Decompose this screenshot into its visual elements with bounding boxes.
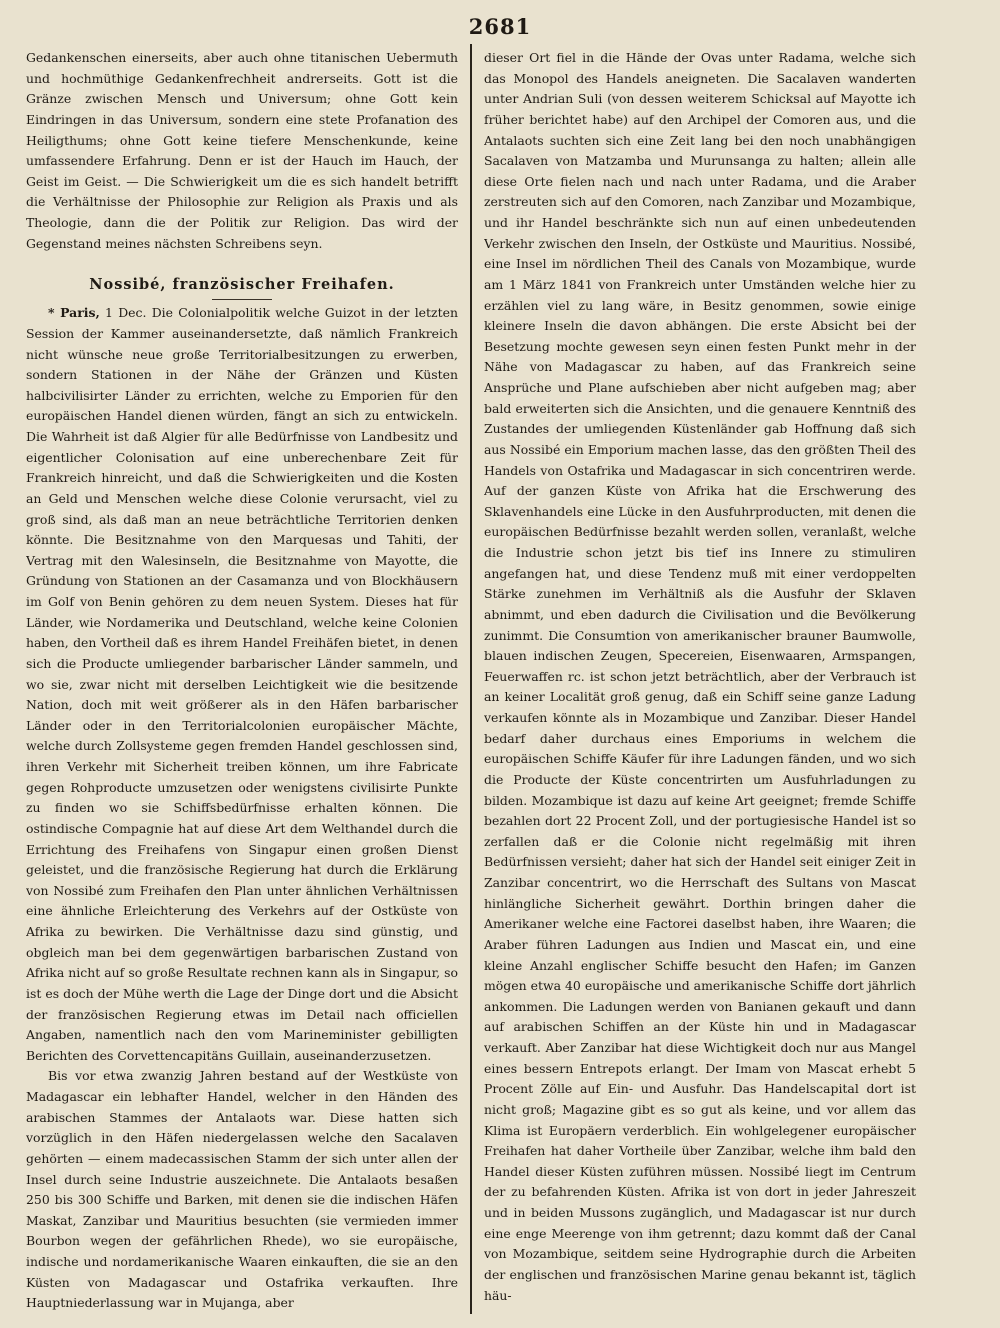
continued-paragraph: Gedankenschen einerseits, aber auch ohne titanischen Uebermuth und hochmüthige Gedankenfrechheit andrerseits. Gott ist die Gränze zwischen Mensch und Universum; ohne Gott kein Eindringen in das Universum, sondern eine stete Profanation des Heiligthums; ohne Gott keine tiefere Menschenkunde, keine umfassendere Erfahrung. Denn er ist der Hauch im Hauch, der Geist im Geist. — Die Schwierigkeit um die es sich handelt betrifft die Verhältnisse der Philosophie zur Religion als Praxis und als Theologie, dann die der Politik zur Religion. Das wird der Gegenstand meines nächsten Schreibens seyn. <box>26 50 458 251</box>
title-divider <box>212 299 272 300</box>
article-title <box>26 275 458 300</box>
article-paragraph-1 <box>26 303 458 1066</box>
column-divider <box>470 44 472 1314</box>
right-column-paragraph: dieser Ort fiel in die Hände der Ovas unter Radama, welche sich das Monopol des Handels aneigneten. Die Sacalaven wanderten unter Andrian Suli (von dessen weiterem Schicksal auf Mayotte ich früher berichtet habe) auf den Archipel der Comoren aus, und die Antalaots suchten sich eine Zeit lang bei den noch unabhängigen Sacalaven von Matzamba und Murunsanga zu halten; allein alle diese Orte fielen nach und nach unter Radama, und die Araber zerstreuten sich auf den Comoren, nach Zanzibar und Mozambique, und ihr Handel beschränkte sich nun auf einen unbedeutenden Verkehr zwischen den Inseln, der Ostküste und Mauritius. Nossibé, eine Insel im nördlichen Theil des Canals von Mozambique, wurde am 1 März 1841 von Frankreich unter Umständen welche hier zu erzählen viel zu lang wäre, in Besitz genommen, sowie einige kleinere Inseln die davon abhängen. Die erste Absicht bei der Besetzung mochte gewesen seyn einen festen Punkt mehr in der Nähe von Madagascar zu haben, auf das Frankreich seine Ansprüche und Plane aufschieben aber nicht aufgeben mag; aber bald erweiterten sich die Ansichten, und die genauere Kenntniß des Zustandes der umliegenden Küstenländer gab Hoffnung daß sich aus Nossibé ein Emporium machen lasse, das den größten Theil des Handels von Ostafrika und Madagascar in sich concentriren werde. Auf der ganzen Küste von Afrika hat die Erschwerung des Sklavenhandels eine Lücke in den Ausfuhrproducten, mit denen die europäischen Bedürfnisse bezahlt werden sollen, veranlaßt, welche die Industrie schon jetzt bis tief ins Innere zu stimuliren angefangen hat, und diese Tendenz muß mit einer verdoppelten Stärke zunehmen im Verhältniß als die Ausfuhr der Sklaven abnimmt, und eben dadurch die Civilisation und die Bevölkerung zunimmt. Die Consumtion von amerikanischer brauner Baumwolle, blauen indischen Zeugen, Specereien, Eisenwaaren, Armspangen, Feuerwaffen rc. ist schon jetzt beträchtlich, aber der Verbrauch ist an keiner Localität groß genug, daß ein Schiff seine ganze Ladung verkaufen könnte als in Mozambique und Zanzibar. Dieser Handel bedarf daher durchaus eines Emporiums in welchem die europäischen Schiffe Käufer für ihre Ladungen fänden, und wo sich die Producte der Küste concentrirten um Ausfuhrladungen zu bilden. Mozambique ist dazu auf keine Art geeignet; fremde Schiffe bezahlen dort 22 Procent Zoll, und der portugiesische Handel ist so zerfallen daß er die Colonie nicht regelmäßig mit ihren Bedürfnissen versieht; daher hat sich der Handel seit einiger Zeit in Zanzibar concentrirt, wo die Herrschaft des Sultans von Mascat hinlängliche Sicherheit gewährt. Dorthin bringen daher die Amerikaner welche eine Factorei daselbst haben, ihre Waaren; die Araber führen Ladungen aus Indien und Mascat ein, und eine kleine Anzahl englischer Schiffe besucht den Hafen; im Ganzen mögen etwa 40 europäische und amerikanische Schiffe dort jährlich ankommen. Die Ladungen werden von Banianen gekauft und dann auf arabischen Schiffen an der Küste hin und in Madagascar verkauft. Aber Zanzibar hat diese Wichtigkeit doch nur aus Mangel eines bessern Entrepots erlangt. Der Imam von Mascat erhebt 5 Procent Zölle auf Ein- und Ausfuhr. Das Handelscapital dort ist nicht groß; Magazine gibt es so gut als keine, und vor allem das Klima ist Europäern verderblich. Ein wohlgelegener europäischer Freihafen hat daher Vortheile über Zanzibar, welche ihm bald den Handel dieser Küsten zuführen müssen. Nossibé liegt im Centrum der zu befahrenden Küsten. Afrika ist von dort in jeder Jahreszeit und in beiden Mussons zugänglich, und Madagascar ist nur durch eine enge Meerenge von ihm getrennt; dazu kommt daß der Canal von Mozambique, seitdem seine Hydrographie durch die Arbeiten der englischen und französischen Marine genau bekannt ist, täglich häu- <box>484 50 916 1303</box>
dateline-date: 1 Dec. <box>105 305 147 321</box>
left-column <box>26 48 458 1312</box>
dateline-place: * Paris, <box>48 305 100 321</box>
right-column <box>484 48 916 1312</box>
page-number: 2681 <box>468 14 532 39</box>
paragraph-1-body: Die Colonialpolitik welche Guizot in der letzten Session der Kammer auseinandersetzte, daß nämlich Frankreich nicht wünsche neue große Territorialbesitzungen zu erwerben, sondern Stationen in der Nähe der Gränzen und Küsten halbcivilisirter Länder zu errichten, welche zu Emporien für den europäischen Handel dienen würden, fängt an sich zu entwickeln. Die Wahrheit ist daß Algier für alle Bedürfnisse von Landbesitz und eigentlicher Colonisation auf eine unberechenbare Zeit für Frankreich hinreicht, und daß die Schwierigkeiten und die Kosten an Geld und Menschen welche diese Colonie verursacht, viel zu groß sind, als daß man an neue beträchtliche Territorien denken könnte. Die Besitznahme von den Marquesas und Tahiti, der Vertrag mit den Walesinseln, die Besitznahme von Mayotte, die Gründung von Stationen an der Casamanza und von Blockhäusern im Golf von Benin gehören zu dem neuen System. Dieses hat für Länder, wie Nordamerika und Deutschland, welche keine Colonien haben, den Vortheil daß es ihrem Handel Freihäfen bietet, in denen sich die Producte umliegender barbarischer Länder sammeln, und wo sie, zwar nicht mit derselben Leichtigkeit wie die besitzende Nation, doch mit weit größerer als in den Häfen barbarischer Länder oder in den Territorialcolonien europäischer Mächte, welche durch Zollsysteme gegen fremden Handel geschlossen sind, ihren Verkehr mit Sicherheit treiben können, um ihre Fabricate gegen Rohproducte umzusetzen oder wenigstens civilisirte Punkte zu finden wo sie Schiffsbedürfnisse erhalten können. Die ostindische Compagnie hat auf diese Art dem Welthandel durch die Errichtung des Freihafens von Singapur einen großen Dienst geleistet, und die französische Regierung hat durch die Erklärung von Nossibé zum Freihafen den Plan unter ähnlichen Verhältnissen eine ähnliche Erleichterung des Verkehrs auf der Ostküste von Afrika zu bewirken. Die Verhältnisse dazu sind günstig, und obgleich man bei dem gegenwärtigen barbarischen Zustand von Afrika nicht auf so große Resultate rechnen kann als in Singapur, so ist es doch der Mühe werth die Lage der Dinge dort und die Absicht der französischen Regierung etwas im Detail nach officiellen Angaben, namentlich nach den vom Marineminister gebilligten Berichten des Corvettencapitäns Guillain, auseinanderzusetzen. <box>26 305 458 1063</box>
article-paragraph-2: Bis vor etwa zwanzig Jahren bestand auf der Westküste von Madagascar ein lebhafter Handel, welcher in den Händen des arabischen Stammes der Antalaots war. Diese hatten sich vorzüglich in den Häfen niedergelassen welche den Sacalaven gehörten — einem madecassischen Stamm der sich unter allen der Insel durch seine Industrie auszeichnete. Die Antalaots besaßen 250 bis 300 Schiffe und Barken, mit denen sie die indischen Häfen Maskat, Zanzibar und Mauritius besuchten (sie vermieden immer Bourbon wegen der gefährlichen Rhede), wo sie europäische, indische und nordamerikanische Waaren einkauften, die sie an den Küsten von Madagascar und Ostafrika verkauften. Ihre Hauptniederlassung war in Mujanga, aber <box>26 1068 458 1311</box>
article-title-text: Nossibé, französischer Freihafen. <box>89 276 395 294</box>
